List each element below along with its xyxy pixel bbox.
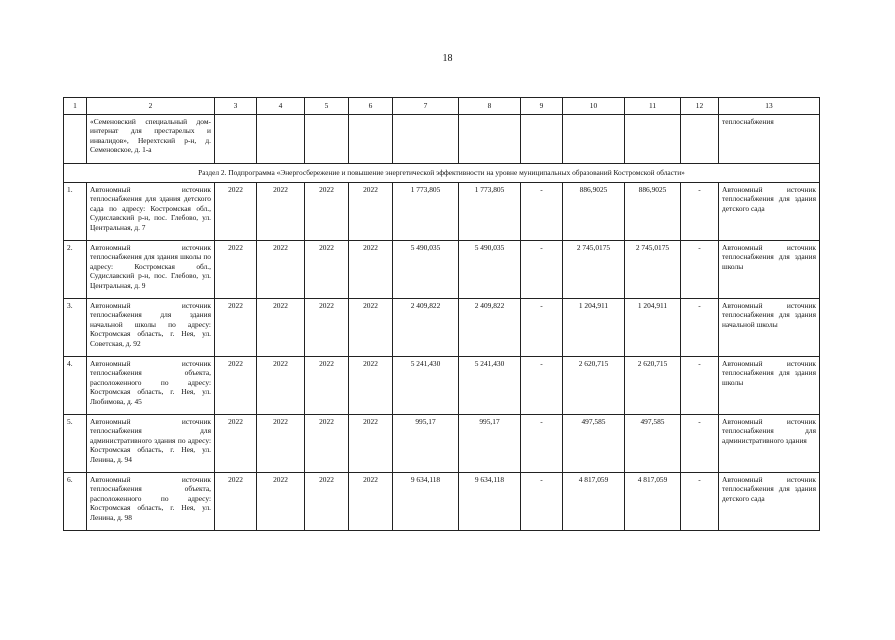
value-cell: 2 745,0175 [625, 241, 681, 299]
section-title: Раздел 2. Подпрограмма «Энергосбережение и повышение энергетической эффективности на уровне муниципальных образований Костромской области» [64, 164, 820, 183]
value-cell: - [521, 357, 563, 415]
year-cell: 2022 [305, 183, 349, 241]
value-cell: 5 490,035 [393, 241, 459, 299]
year-cell: 2022 [215, 415, 257, 473]
year-cell: 2022 [257, 241, 305, 299]
year-cell: 2022 [349, 241, 393, 299]
value-cell: - [521, 183, 563, 241]
value-cell: 5 241,430 [393, 357, 459, 415]
purpose-cell: Автономный источник теплоснабжения для административного здания [719, 415, 820, 473]
empty-cell [625, 115, 681, 164]
year-cell: 2022 [349, 415, 393, 473]
table-row [64, 183, 820, 241]
column-header: 5 [305, 98, 349, 115]
value-cell: 1 773,805 [459, 183, 521, 241]
value-cell: - [681, 299, 719, 357]
row-number: 2. [64, 241, 87, 299]
column-header: 12 [681, 98, 719, 115]
column-header: 3 [215, 98, 257, 115]
empty-cell [349, 115, 393, 164]
year-cell: 2022 [305, 473, 349, 531]
object-name: Автономный источник теплоснабжения для здания детского сада по адресу: Костромская обл., Судиславский р-н, пос. Глебово, ул. Центральная, д. 7 [87, 183, 215, 241]
empty-cell [521, 115, 563, 164]
object-name: Автономный источник теплоснабжения для здания школы по адресу: Костромская обл., Судиславский р-н, пос. Глебово, ул. Центральная, д. 9 [87, 241, 215, 299]
empty-cell [64, 115, 87, 164]
row-number: 3. [64, 299, 87, 357]
value-cell: - [521, 241, 563, 299]
section-row [64, 164, 820, 183]
value-cell: 497,585 [563, 415, 625, 473]
value-cell: - [521, 415, 563, 473]
value-cell: 995,17 [459, 415, 521, 473]
column-header: 2 [87, 98, 215, 115]
object-name: Автономный источник теплоснабжения объекта, расположенного по адресу: Костромская область, г. Нея, ул. Ленина, д. 98 [87, 473, 215, 531]
value-cell: - [681, 183, 719, 241]
purpose-cell: Автономный источник теплоснабжения для здания школы [719, 241, 820, 299]
row-number: 5. [64, 415, 87, 473]
object-name: Автономный источник теплоснабжения для административного здания по адресу: Костромская область, г. Нея, ул. Ленина, д. 94 [87, 415, 215, 473]
row-number: 4. [64, 357, 87, 415]
program-table [63, 97, 820, 531]
row-number: 6. [64, 473, 87, 531]
year-cell: 2022 [305, 415, 349, 473]
year-cell: 2022 [257, 183, 305, 241]
value-cell: 2 620,715 [625, 357, 681, 415]
table-row [64, 415, 820, 473]
value-cell: 5 241,430 [459, 357, 521, 415]
object-name: Автономный источник теплоснабжения объекта, расположенного по адресу: Костромская область, г. Нея, ул. Любимова, д. 45 [87, 357, 215, 415]
table-row [64, 473, 820, 531]
year-cell: 2022 [349, 473, 393, 531]
year-cell: 2022 [257, 357, 305, 415]
empty-cell [681, 115, 719, 164]
purpose-cell: Автономный источник теплоснабжения для здания детского сада [719, 183, 820, 241]
column-header: 9 [521, 98, 563, 115]
year-cell: 2022 [305, 357, 349, 415]
value-cell: 1 204,911 [563, 299, 625, 357]
year-cell: 2022 [215, 241, 257, 299]
value-cell: - [521, 299, 563, 357]
table-row [64, 357, 820, 415]
value-cell: 995,17 [393, 415, 459, 473]
empty-cell [393, 115, 459, 164]
purpose-cell: Автономный источник теплоснабжения для здания школы [719, 357, 820, 415]
column-number-row [64, 98, 820, 115]
purpose-cell: Автономный источник теплоснабжения для здания детского сада [719, 473, 820, 531]
value-cell: 1 204,911 [625, 299, 681, 357]
value-cell: 4 817,059 [563, 473, 625, 531]
year-cell: 2022 [305, 241, 349, 299]
empty-cell [305, 115, 349, 164]
empty-cell [215, 115, 257, 164]
year-cell: 2022 [257, 415, 305, 473]
year-cell: 2022 [215, 357, 257, 415]
value-cell: - [681, 241, 719, 299]
empty-cell [459, 115, 521, 164]
value-cell: 1 773,805 [393, 183, 459, 241]
year-cell: 2022 [349, 183, 393, 241]
year-cell: 2022 [257, 473, 305, 531]
value-cell: 2 409,822 [393, 299, 459, 357]
object-name: Автономный источник теплоснабжения для здания начальной школы по адресу: Костромская область, г. Нея, ул. Советская, д. 92 [87, 299, 215, 357]
value-cell: 4 817,059 [625, 473, 681, 531]
purpose-cell: теплоснабжения [719, 115, 820, 164]
column-header: 7 [393, 98, 459, 115]
value-cell: - [681, 357, 719, 415]
column-header: 1 [64, 98, 87, 115]
purpose-cell: Автономный источник теплоснабжения для здания начальной школы [719, 299, 820, 357]
value-cell: 9 634,118 [393, 473, 459, 531]
value-cell: 2 620,715 [563, 357, 625, 415]
value-cell: 886,9025 [563, 183, 625, 241]
year-cell: 2022 [215, 299, 257, 357]
column-header: 11 [625, 98, 681, 115]
value-cell: 886,9025 [625, 183, 681, 241]
table-row [64, 241, 820, 299]
page-number: 18 [442, 53, 453, 64]
column-header: 13 [719, 98, 820, 115]
year-cell: 2022 [349, 299, 393, 357]
column-header: 8 [459, 98, 521, 115]
empty-cell [563, 115, 625, 164]
value-cell: 2 409,822 [459, 299, 521, 357]
year-cell: 2022 [349, 357, 393, 415]
year-cell: 2022 [305, 299, 349, 357]
column-header: 4 [257, 98, 305, 115]
column-header: 6 [349, 98, 393, 115]
year-cell: 2022 [215, 183, 257, 241]
empty-cell [257, 115, 305, 164]
year-cell: 2022 [215, 473, 257, 531]
table-row [64, 299, 820, 357]
value-cell: - [681, 473, 719, 531]
value-cell: 497,585 [625, 415, 681, 473]
value-cell: 2 745,0175 [563, 241, 625, 299]
year-cell: 2022 [257, 299, 305, 357]
value-cell: - [521, 473, 563, 531]
row-number: 1. [64, 183, 87, 241]
column-header: 10 [563, 98, 625, 115]
value-cell: - [681, 415, 719, 473]
object-name: «Семеновский специальный дом-интернат для престарелых и инвалидов», Нерехтский р-н, д. Семеновское, д. 1-а [87, 115, 215, 164]
value-cell: 5 490,035 [459, 241, 521, 299]
value-cell: 9 634,118 [459, 473, 521, 531]
continuation-row [64, 115, 820, 164]
